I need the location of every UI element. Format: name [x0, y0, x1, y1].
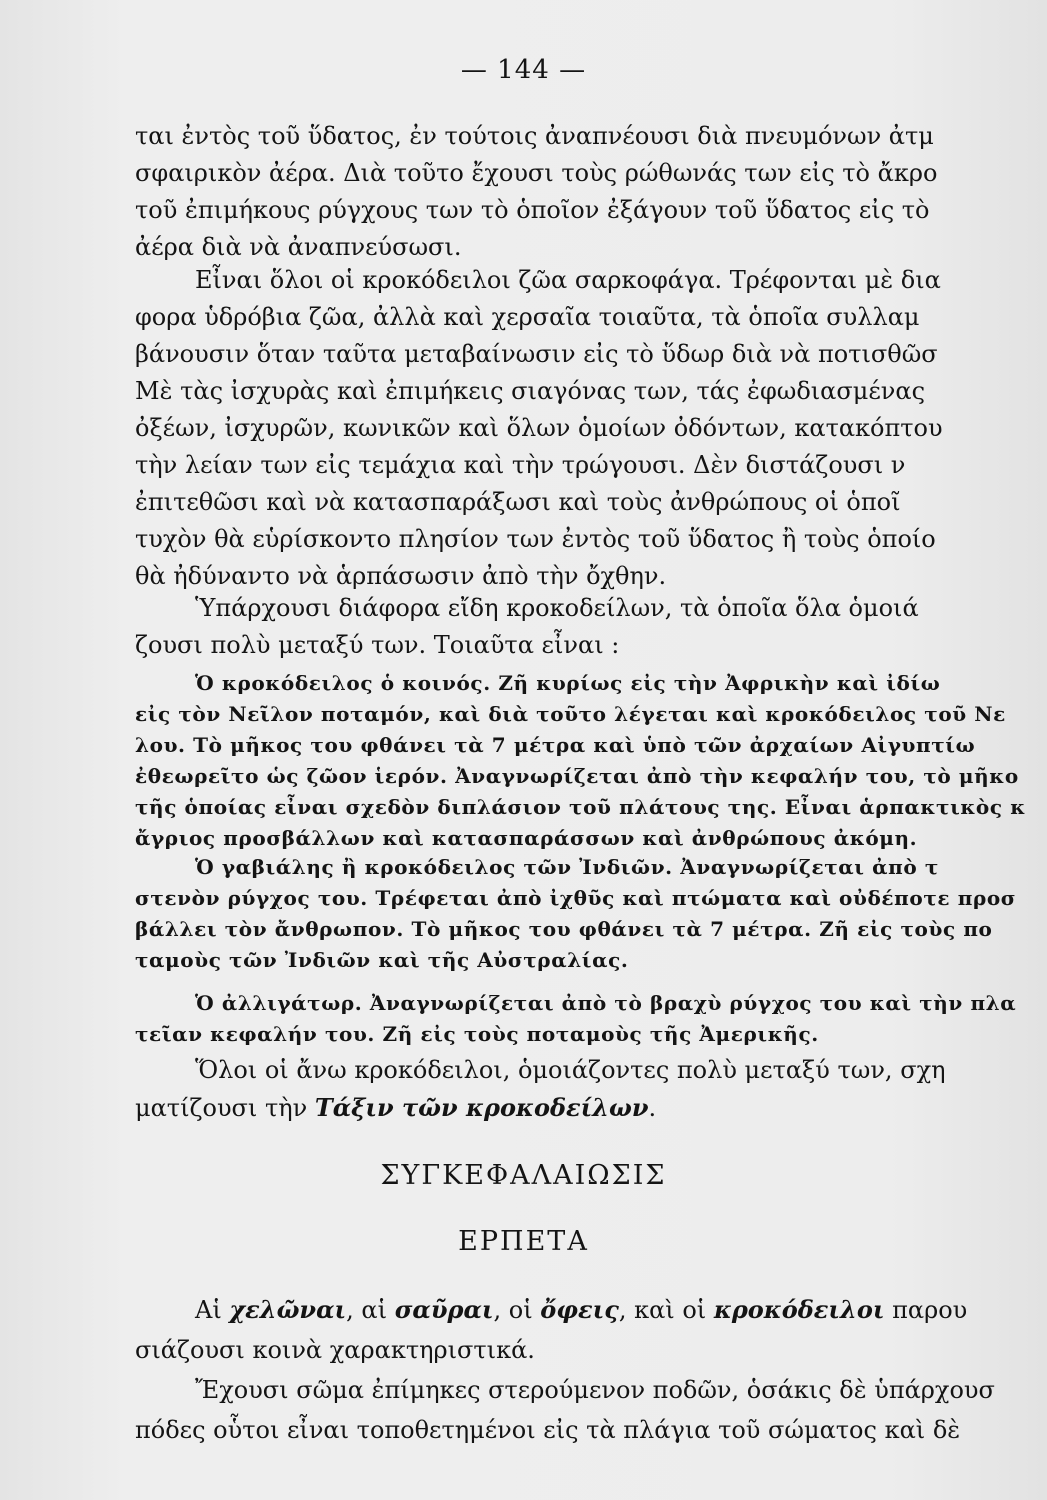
text-line: τεῖαν κεφαλήν του. Ζῆ εἰς τοὺς ποταμοὺς τῆς Ἀμερικῆς.	[135, 1022, 819, 1046]
paragraph-2	[135, 262, 1047, 595]
text-line: ἐθεωρεῖτο ὡς ζῶον ἱερόν. Ἀναγνωρίζεται ἀπὸ τὴν κεφαλήν του, τὸ μῆκο	[135, 764, 1019, 788]
text-line: ταμοὺς τῶν Ἰνδιῶν καὶ τῆς Αὐστραλίας.	[135, 948, 629, 972]
species-common-crocodile	[135, 668, 1047, 854]
text-span: , καὶ οἱ	[618, 1296, 714, 1324]
text-line: τυχὸν θὰ εὑρίσκοντο πλησίον των ἐντὸς τοῦ ὕδατος ἢ τοὺς ὁποίο	[135, 525, 936, 553]
section-heading-summary: ΣΥΓΚΕΦΑΛΑΙΩΣΙΣ	[380, 1160, 667, 1191]
text-span: , αἱ	[346, 1296, 395, 1324]
emphasis-crocodiles: κροκόδειλοι	[713, 1295, 885, 1324]
text-line: τῆς ὁποίας εἶναι σχεδὸν διπλάσιον τοῦ πλάτους της. Εἶναι ἁρπακτικὸς κ	[135, 795, 1026, 819]
text-line	[135, 1290, 1047, 1330]
text-line: βάνουσιν ὅταν ταῦτα μεταβαίνωσιν εἰς τὸ ὕδωρ διὰ νὰ ποτισθῶσ	[135, 340, 938, 368]
text-line: Ὁ ἀλλιγάτωρ. Ἀναγνωρίζεται ἀπὸ τὸ βραχὺ ρύγχος του καὶ τὴν πλα	[195, 991, 1017, 1015]
text-line: Ὅλοι οἱ ἄνω κροκόδειλοι, ὁμοιάζοντες πολὺ μεταξύ των, σχη	[195, 1056, 946, 1084]
text-line: ται ἐντὸς τοῦ ὕδατος, ἐν τούτοις ἀναπνέουσι διὰ πνευμόνων ἀτμ	[135, 122, 934, 150]
text-line: φορα ὑδρόβια ζῶα, ἀλλὰ καὶ χερσαῖα τοιαῦτα, τὰ ὁποῖα συλλαμ	[135, 303, 920, 331]
text-line: ὀξέων, ἰσχυρῶν, κωνικῶν καὶ ὅλων ὁμοίων ὀδόντων, κατακόπτου	[135, 414, 943, 442]
text-line: τοῦ ἐπιμήκους ρύγχους των τὸ ὁποῖον ἐξάγουν τοῦ ὕδατος εἰς τὸ	[135, 196, 930, 224]
summary-paragraph	[135, 1290, 1047, 1450]
text-line: Εἶναι ὅλοι οἱ κροκόδειλοι ζῶα σαρκοφάγα. Τρέφονται μὲ δια	[195, 266, 941, 294]
text-line: λου. Τὸ μῆκος του φθάνει τὰ 7 μέτρα καὶ ὑπὸ τῶν ἀρχαίων Αἰγυπτίω	[135, 733, 976, 757]
text-line: Ὑπάρχουσι διάφορα εἴδη κροκοδείλων, τὰ ὁποῖα ὅλα ὁμοιά	[195, 594, 919, 622]
text-line: θὰ ἠδύναντο νὰ ἁρπάσωσιν ἀπὸ τὴν ὄχθην.	[135, 562, 667, 590]
text-line: ἀέρα διὰ νὰ ἀναπνεύσωσι.	[135, 233, 462, 261]
page-number: — 144 —	[460, 55, 587, 85]
paragraph-1	[135, 118, 1047, 266]
text-line: τὴν λείαν των εἰς τεμάχια καὶ τὴν τρώγουσι. Δὲν διστάζουσι ν	[135, 451, 906, 479]
section-heading-reptiles: ΕΡΠΕΤΑ	[458, 1226, 589, 1257]
emphasis-turtles: χελῶναι	[229, 1295, 347, 1324]
text-span: ματίζουσι τὴν	[135, 1094, 315, 1122]
text-line: ἄγριος προσβάλλων καὶ κατασπαράσσων καὶ ἀνθρώπους ἀκόμη.	[135, 826, 918, 850]
text-line: σιάζουσι κοινὰ χαρακτηριστικά.	[135, 1336, 535, 1364]
text-span: .	[648, 1094, 657, 1122]
paragraph-3	[135, 590, 1047, 664]
emphasis-order-crocodiles: Τάξιν τῶν κροκοδείλων	[314, 1093, 649, 1122]
text-line: σφαιρικὸν ἀέρα. Διὰ τοῦτο ἔχουσι τοὺς ρώθωνάς των εἰς τὸ ἄκρο	[135, 159, 938, 187]
text-span: Αἱ	[195, 1296, 230, 1324]
text-line	[135, 1089, 1047, 1127]
text-line: βάλλει τὸν ἄνθρωπον. Τὸ μῆκος του φθάνει τὰ 7 μέτρα. Ζῆ εἰς τοὺς πο	[135, 917, 993, 941]
text-span: , οἱ	[493, 1296, 541, 1324]
text-line: Ἔχουσι σῶμα ἐπίμηκες στερούμενον ποδῶν, ὁσάκις δὲ ὑπάρχουσ	[195, 1376, 995, 1404]
paragraph-4	[135, 1052, 1047, 1127]
text-line: εἰς τὸν Νεῖλον ποταμόν, καὶ διὰ τοῦτο λέγεται καὶ κροκόδειλος τοῦ Νε	[135, 702, 1006, 726]
text-line: Ὁ γαβιάλης ἢ κροκόδειλος τῶν Ἰνδιῶν. Ἀναγνωρίζεται ἀπὸ τ	[195, 855, 939, 879]
emphasis-snakes: ὄφεις	[540, 1295, 619, 1324]
text-line: ζουσι πολὺ μεταξύ των. Τοιαῦτα εἶναι :	[135, 631, 620, 659]
emphasis-lizards: σαῦραι	[394, 1295, 494, 1324]
text-line: ἐπιτεθῶσι καὶ νὰ κατασπαράξωσι καὶ τοὺς ἀνθρώπους οἱ ὁποῖ	[135, 488, 901, 516]
text-line: Ὁ κροκόδειλος ὁ κοινός. Ζῆ κυρίως εἰς τὴν Ἀφρικὴν καὶ ἰδίω	[195, 671, 941, 695]
species-alligator	[135, 988, 1047, 1050]
text-line: πόδες οὗτοι εἶναι τοποθετημένοι εἰς τὰ πλάγια τοῦ σώματος καὶ δὲ	[135, 1416, 961, 1444]
species-gavial	[135, 852, 1047, 976]
text-span: παρου	[884, 1296, 968, 1324]
text-line: Μὲ τὰς ἰσχυρὰς καὶ ἐπιμήκεις σιαγόνας των, τάς ἐφωδιασμένας	[135, 377, 926, 405]
text-line: στενὸν ρύγχος του. Τρέφεται ἀπὸ ἰχθῦς καὶ πτώματα καὶ οὐδέποτε προσ	[135, 886, 1017, 910]
